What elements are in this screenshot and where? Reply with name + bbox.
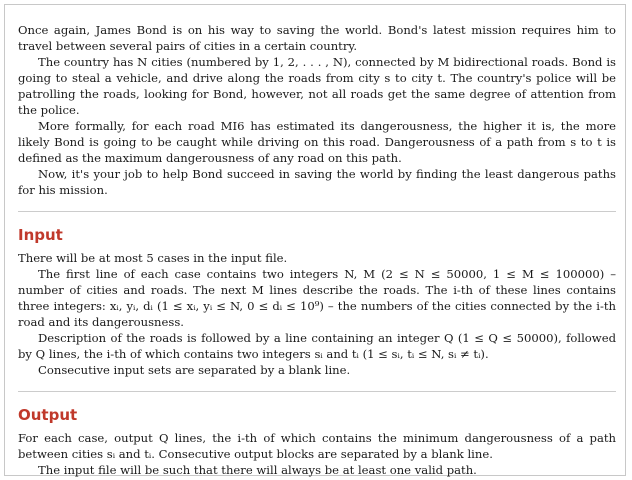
statement-paragraph-4: Now, it's your job to help Bond succeed in saving the world by finding the least dangerous paths for his mission.: [18, 167, 616, 197]
problem-statement-page: [4, 4, 626, 476]
statement-paragraph-1: Once again, James Bond is on his way to saving the world. Bond's latest mission requires him to travel between several pairs of cities in a certain country.: [18, 23, 616, 53]
input-section: [18, 211, 616, 378]
problem-content: [18, 22, 616, 478]
statement-paragraph-2: The country has N cities (numbered by 1, 2, . . . , N), connected by M bidirectional roads. Bond is going to steal a vehicle, and drive along the roads from city s to city t. The country's police will be patrolling the roads, looking for Bond, however, not all roads get the same degree of attention from the police.: [18, 55, 616, 117]
input-heading: Input: [18, 226, 63, 244]
input-paragraph-3: Description of the roads is followed by a line containing an integer Q (1 ≤ Q ≤ 50000), followed by Q lines, the i-th of which contains two integers sᵢ and tᵢ (1 ≤ sᵢ, tᵢ ≤ N, sᵢ ≠ tᵢ).: [18, 331, 616, 361]
input-paragraph-4: Consecutive input sets are separated by a blank line.: [38, 363, 351, 377]
statement-paragraph-3: More formally, for each road MI6 has estimated its dangerousness, the higher it is, the more likely Bond is going to be caught while driving on this road. Dangerousness of a path from s to t is defined as the maximum dangerousness of any road on this path.: [18, 119, 616, 165]
output-heading: Output: [18, 406, 78, 424]
output-paragraph-1: For each case, output Q lines, the i-th of which contains the minimum dangerousness of a path between cities sᵢ and tᵢ. Consecutive output blocks are separated by a blank line.: [18, 431, 616, 461]
output-section: [18, 391, 616, 478]
input-paragraph-1: There will be at most 5 cases in the input file.: [18, 251, 288, 265]
output-paragraph-2: The input file will be such that there will always be at least one valid path.: [38, 463, 477, 477]
statement-section: [18, 22, 616, 198]
input-paragraph-2: The first line of each case contains two integers N, M (2 ≤ N ≤ 50000, 1 ≤ M ≤ 100000) – number of cities and roads. The next M lines describe the roads. The i-th of these lines contains three integers: xᵢ, yᵢ, dᵢ (1 ≤ xᵢ, yᵢ ≤ N, 0 ≤ dᵢ ≤ 10⁹) – the numbers of the cities connected by the i-th road and its dangerousness.: [18, 267, 616, 329]
